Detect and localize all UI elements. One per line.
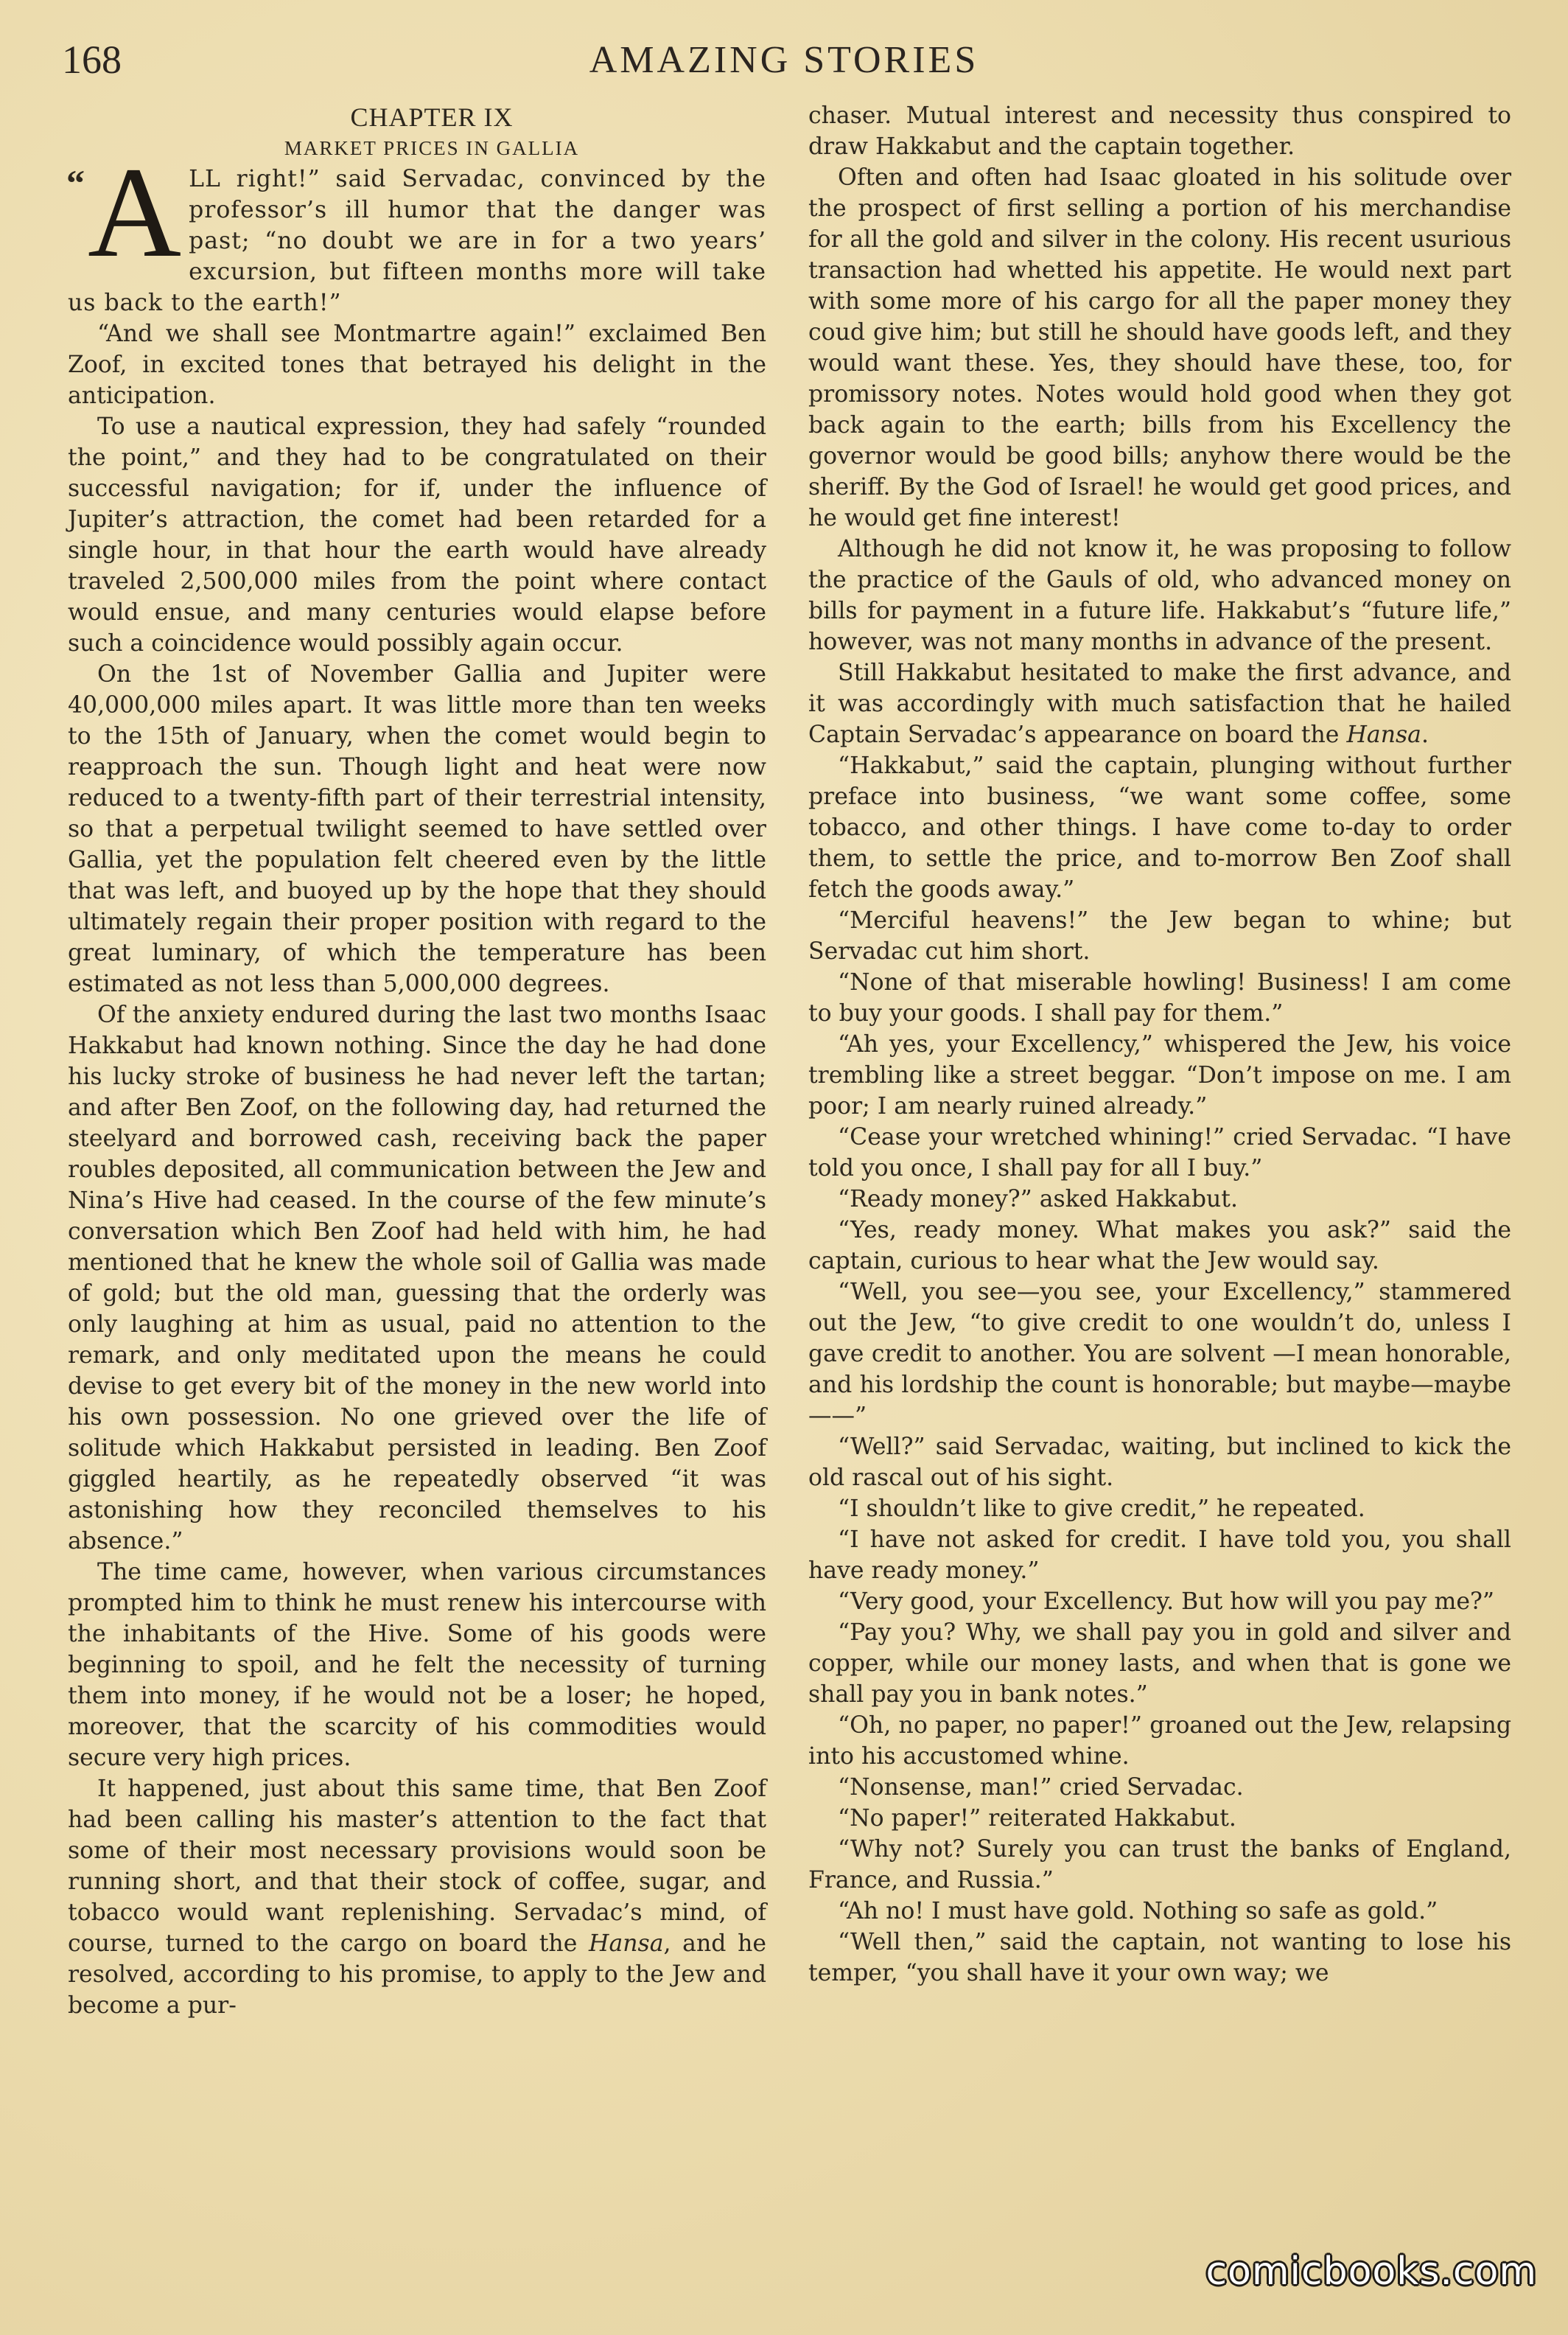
paragraph: “Ah no! I must have gold. Nothing so safe as gold.” xyxy=(838,1898,1438,1924)
paragraph: “Ah yes, your Excellency,” whispered the Jew, his voice trembling like a street beggar. “Don’t impose on me. I am poor; I am nearly ruined already.” xyxy=(808,1031,1511,1120)
paragraph: “Merciful heavens!” the Jew began to whine; but Servadac cut him short. xyxy=(808,907,1511,965)
left-column xyxy=(68,102,766,2021)
chapter-title: CHAPTER IX xyxy=(350,102,514,132)
paragraph: “Oh, no paper, no paper!” groaned out the Jew, relapsing into his accustomed whine. xyxy=(808,1712,1511,1770)
paragraph: “I have not asked for credit. I have told you, you shall have ready money.” xyxy=(808,1526,1511,1584)
drop-cap: A xyxy=(88,141,182,285)
chapter-subtitle: MARKET PRICES IN GALLIA xyxy=(284,137,580,159)
paragraph: “Well, you see—you see, your Excellency,” stammered out the Jew, “to give credit to one wouldn’t do, unless I gave credit to another. You are solvent —I mean honorable, and his lordship the count is honorable; but maybe—maybe——” xyxy=(808,1279,1511,1429)
paragraph: To use a nautical expression, they had safely “rounded the point,” and they had to be congratulated on their successful navigation; for if, under the influence of Jupiter’s attraction, the comet had been retarded for a single hour, in that hour the earth would have already traveled 2,500,000 miles from the point where contact would ensue, and many centuries would elapse before such a coincidence would possibly again occur. xyxy=(68,413,766,657)
paragraph: “Why not? Surely you can trust the banks of England, France, and Russia.” xyxy=(808,1836,1511,1894)
paragraph: “Pay you? Why, we shall pay you in gold and silver and copper, while our money lasts, and when that is gone we shall pay you in bank notes.” xyxy=(808,1619,1511,1708)
right-column xyxy=(808,100,1511,1989)
paragraph: Often and often had Isaac gloated in his solitude over the prospect of first selling a portion of his merchandise for all the gold and silver in the colony. His recent usurious transaction had whetted his appetite. He would next part with some more of his cargo for all the paper money they coud give him; but still he should have goods left, and they would want these. Yes, they should have these, too, for promissory notes. Notes would hold good when they got back again to the earth; bills from his Excellency the governor would be good bills; anyhow there would be the sheriff. By the God of Israel! he would get good prices, and he would get fine interest! xyxy=(808,164,1511,531)
paragraph: “Well?” said Servadac, waiting, but inclined to kick the old rascal out of his sight. xyxy=(808,1434,1511,1491)
paragraph: Still Hakkabut hesitated to make the first advance, and it was accordingly with much satisfaction that he hailed Captain Servadac’s appearance on board the Hansa. xyxy=(808,660,1511,748)
paragraph: “Very good, your Excellency. But how will you pay me?” xyxy=(838,1588,1494,1615)
page-header xyxy=(0,37,1568,88)
paragraph: On the 1st of November Gallia and Jupiter were 40,000,000 miles apart. It was little more than ten weeks to the 15th of January, when the comet would begin to reapproach the sun. Though light and heat were now reduced to a twenty-fifth part of their terrestrial intensity, so that a perpetual twilight seemed to have settled over Gallia, yet the population felt cheered even by the little that was left, and buoyed up by the hope that they should ultimately regain their proper position with regard to the great luminary, of which the temperature has been estimated as not less than 5,000,000 degrees. xyxy=(68,661,766,997)
paragraph: “Well then,” said the captain, not wanting to lose his temper, “you shall have it your own way; we xyxy=(808,1929,1511,1986)
paragraph: Although he did not know it, he was proposing to follow the practice of the Gauls of old, who advanced money on bills for payment in a future life. Hakkabut’s “future life,” however, was not many months in advance of the present. xyxy=(808,536,1511,655)
magazine-title: AMAZING STORIES xyxy=(589,39,979,81)
paragraph-continued: chaser. Mutual interest and necessity thus conspired to draw Hakkabut and the captain together. xyxy=(808,102,1511,160)
paragraph: “Nonsense, man!” cried Servadac. xyxy=(838,1774,1244,1801)
paragraph: “I shouldn’t like to give credit,” he repeated. xyxy=(838,1495,1365,1522)
paragraph: “Hakkabut,” said the captain, plunging without further preface into business, “we want some coffee, some tobacco, and other things. I have come to-day to order them, to settle the price, and to-morrow Ben Zoof shall fetch the goods away.” xyxy=(808,753,1511,903)
paragraph: “And we shall see Montmartre again!” exclaimed Ben Zoof, in excited tones that betrayed his delight in the anticipation. xyxy=(68,321,766,409)
paragraph: It happened, just about this same time, that Ben Zoof had been calling his master’s attention to the fact that some of their most necessary provisions would soon be running short, and that their stock of coffee, sugar, and tobacco would want replenishing. Servadac’s mind, of course, turned to the cargo on board the Hansa, and he resolved, according to his promise, to apply to the Jew and become a pur- xyxy=(68,1776,766,2019)
opening-text: LL right!” said Servadac, convinced by the professor’s ill humor that the danger was past; “no doubt we are in for a two years’ excursion, but fifteen months more will take us back to the earth!” xyxy=(68,166,766,316)
paragraph: Of the anxiety endured during the last two months Isaac Hakkabut had known nothing. Since the day he had done his lucky stroke of business he had never left the tartan; and after Ben Zoof, on the following day, had returned the steelyard and borrowed cash, receiving back the paper roubles deposited, all communication between the Jew and Nina’s Hive had ceased. In the course of the few minute’s conversation which Ben Zoof had held with him, he had mentioned that he knew the whole soil of Gallia was made of gold; but the old man, guessing that the orderly was only laughing at him as usual, paid no attention to the remark, and only meditated upon the means he could devise to get every bit of the money in the new world into his own possession. No one grieved over the life of solitude which Hakkabut persisted in leading. Ben Zoof giggled heartily, as he repeatedly observed “it was astonishing how they reconciled themselves to his absence.” xyxy=(68,1002,766,1554)
paragraph: “No paper!” reiterated Hakkabut. xyxy=(838,1805,1236,1832)
paragraph: “Yes, ready money. What makes you ask?” said the captain, curious to hear what the Jew would say. xyxy=(808,1217,1511,1274)
page-number: 168 xyxy=(62,38,122,82)
watermark: comicbooks.com xyxy=(1205,2250,1537,2294)
opening-quote-mark: “ xyxy=(66,162,85,203)
paragraph: The time came, however, when various circumstances prompted him to think he must renew his intercourse with the inhabitants of the Hive. Some of his goods were beginning to spoil, and he felt the necessity of turning them into money, if he would not be a loser; he hoped, moreover, that the scarcity of his commodities would secure very high prices. xyxy=(68,1559,766,1771)
paragraph: “None of that miserable howling! Business! I am come to buy your goods. I shall pay for them.” xyxy=(808,969,1511,1027)
paragraph: “Cease your wretched whining!” cried Servadac. “I have told you once, I shall pay for all I buy.” xyxy=(808,1124,1511,1182)
paragraph: “Ready money?” asked Hakkabut. xyxy=(838,1186,1238,1212)
